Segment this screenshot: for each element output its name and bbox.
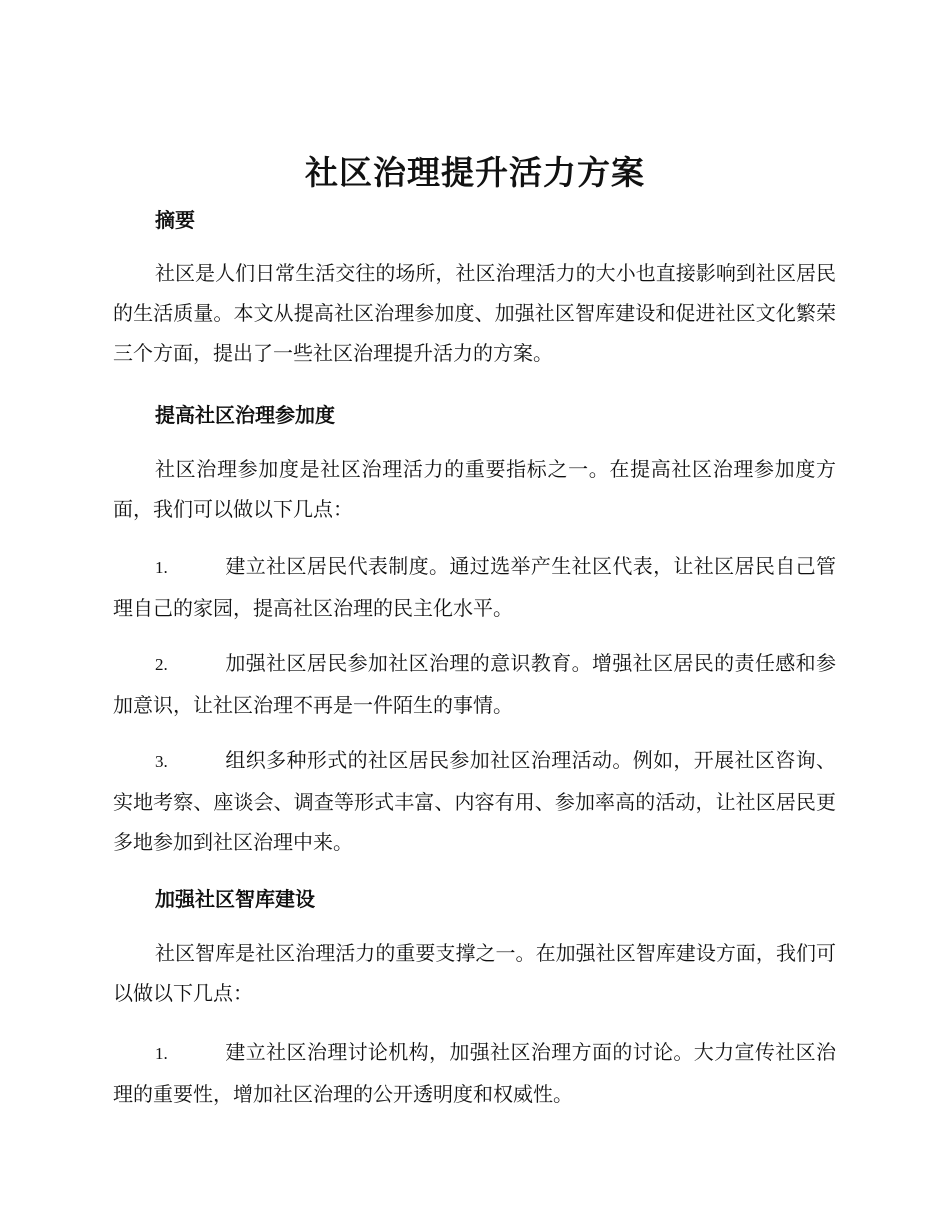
list-item-number: 1. [155,558,168,577]
section-intro-think-tank: 社区智库是社区治理活力的重要支撑之一。在加强社区智库建设方面，我们可以做以下几点： [113,941,836,1005]
list-item-number: 3. [155,752,168,771]
list-item-text: 建立社区治理讨论机构，加强社区治理方面的讨论。大力宣传社区治理的重要性，增加社区治理的公开透明度和权威性。 [113,1040,836,1106]
list-item-text: 建立社区居民代表制度。通过选举产生社区代表，让社区居民自己管理自己的家园，提高社区治理的民主化水平。 [113,554,836,620]
abstract-heading: 摘要 [155,208,195,232]
list-item-text: 组织多种形式的社区居民参加社区治理活动。例如，开展社区咨询、实地考察、座谈会、调查等形式丰富、内容有用、参加率高的活动，让社区居民更多地参加到社区治理中来。 [113,748,836,854]
abstract-paragraph: 社区是人们日常生活交往的场所，社区治理活力的大小也直接影响到社区居民的生活质量。本文从提高社区治理参加度、加强社区智库建设和促进社区文化繁荣三个方面，提出了一些社区治理提升活力的方案。 [113,261,836,365]
list-item [113,740,836,862]
list-item [113,643,836,725]
list-item-number: 1. [155,1044,168,1063]
document-title: 社区治理提升活力方案 [305,153,645,192]
section-heading-participation: 提高社区治理参加度 [155,403,335,427]
list-item [113,1032,836,1114]
section-heading-think-tank: 加强社区智库建设 [155,887,315,911]
list-item-text: 加强社区居民参加社区治理的意识教育。增强社区居民的责任感和参加意识，让社区治理不再是一件陌生的事情。 [113,651,836,717]
section-intro-participation: 社区治理参加度是社区治理活力的重要指标之一。在提高社区治理参加度方面，我们可以做以下几点： [113,457,836,521]
list-item [113,546,836,628]
list-item-number: 2. [155,655,168,674]
